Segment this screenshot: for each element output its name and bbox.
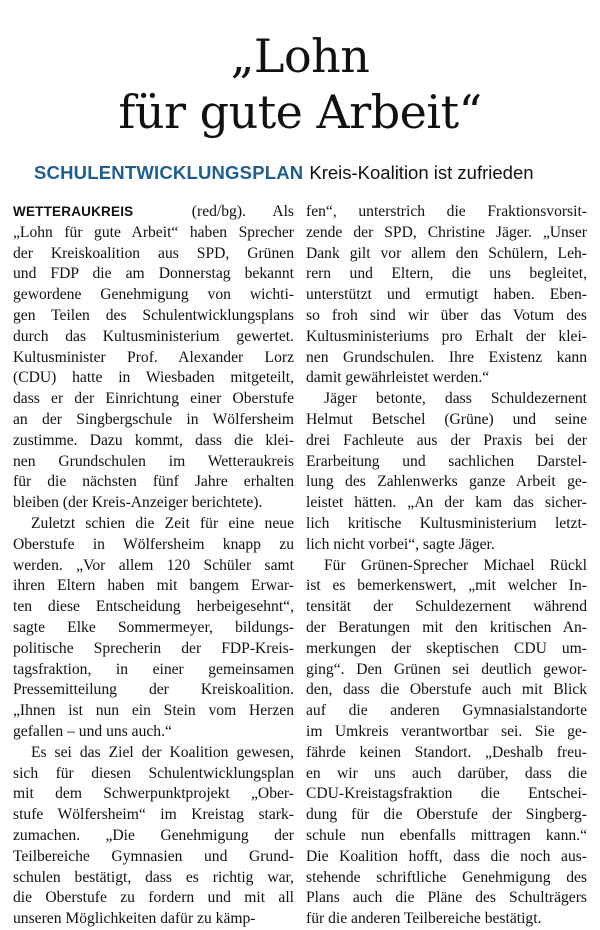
text-line: Zuletzt schien die Zeit für eine neue [31, 514, 294, 532]
article-paragraph [306, 202, 587, 389]
text-line: Für Grünen-Sprecher Michael Rückl [324, 556, 587, 574]
text-line: CDU-Kreistagsfraktion die Entschei- [306, 785, 587, 803]
text-line: Es sei das Ziel der Koalition gewesen, [31, 743, 294, 761]
text-line: Erarbeitung und sachlichen Darstel- [306, 452, 587, 470]
text-line: für die anderen Teilbereiche bestätigt. [306, 910, 542, 928]
text-line: sagte Elke Sommermeyer, bildungs- [13, 618, 294, 636]
text-line: Kultusministeriums pro Erhalt der klei- [306, 327, 587, 345]
text-line: durch das Kultusministerium gewertet. [13, 327, 294, 345]
text-line: tensität der Schuldezernent während [306, 598, 587, 616]
text-line: (red/bg). Als [164, 203, 294, 220]
text-line: Teilbereiche Gymnasien und Grund- [13, 847, 294, 865]
text-line: lich kritische Kultusministerium letzt- [306, 514, 587, 532]
text-line: leistet hätten. „An der kam das sicher- [306, 494, 587, 512]
text-line: Helmut Betschel (Grüne) und seine [306, 410, 587, 428]
text-line: ten diese Entscheidung herbeigesehnt“, [13, 598, 294, 616]
text-line: und FDP die am Donnerstag bekannt [13, 265, 294, 283]
text-line: ihren Eltern haben mit bangem Erwar- [13, 577, 294, 595]
text-line: mit dem Schwerpunktprojekt „Ober- [13, 785, 294, 803]
text-line: gen Teilen des Schulentwicklungsplans [13, 306, 294, 324]
text-line: stufe Wölfersheim“ im Kreistag stark- [13, 806, 294, 824]
text-line: „Lohn für gute Arbeit“ haben Sprecher [13, 223, 294, 241]
tagline: Kreis-Koalition ist zufrieden [309, 162, 534, 183]
article-column-left [13, 202, 294, 930]
text-line: lich nicht vorbei“, sagte Jäger. [306, 535, 495, 553]
text-line: nen Grundschulen. Ihre Existenz kann [306, 348, 587, 366]
text-line: Dank gilt vor allem den Schülern, Leh- [306, 244, 587, 262]
text-line: unseren Möglichkeiten dafür zu kämp- [13, 910, 256, 928]
text-line: lung des Zahlenwerks ganze Arbeit ge- [306, 473, 587, 491]
text-line: nen Grundschulen im Wetteraukreis [13, 452, 294, 470]
text-line: Pressemitteilung der Kreiskoalition. [13, 681, 294, 699]
text-line: tagsfraktion, in einer gemeinsamen [13, 660, 294, 678]
text-line: (CDU) hatte in Wiesbaden mitgeteilt, [13, 369, 294, 387]
text-line: Kultusminister Prof. Alexander Lorz [13, 348, 294, 366]
headline-line-2: für gute Arbeit“ [118, 85, 482, 139]
text-line: ging“. Den Grünen sei deutlich gewor- [306, 660, 587, 678]
text-line: für die nächsten fünf Jahre erhalten [13, 473, 294, 491]
headline [0, 28, 600, 140]
text-line: rern und Eltern, die uns begleitet, [306, 265, 587, 283]
text-line: en wir uns auch darüber, dass die [306, 764, 587, 782]
text-line: Jäger betonte, dass Schuldezernent [324, 390, 587, 408]
text-line: Oberstufe in Wölfersheim knapp zu [13, 535, 294, 553]
text-line: unterstützt und ermutigt haben. Eben- [306, 286, 587, 304]
text-line: dung für die Oberstufe der Singberg- [306, 806, 587, 824]
text-line: ist es bemerkenswert, „mit welcher In- [306, 577, 587, 595]
text-line: schule nun ebenfalls mittragen kann.“ [306, 826, 587, 844]
text-line: merkungen der skeptischen CDU um- [306, 639, 587, 657]
dateline-line [13, 202, 294, 223]
text-line: stehende schriftliche Genehmigung des [306, 868, 587, 886]
text-line: fen“, unterstrich die Fraktionsvorsit- [306, 203, 587, 220]
text-line: im Umkreis verantwortbar sei. Sie ge- [306, 722, 587, 740]
text-line: der Kreiskoalition aus SPD, Grünen [13, 244, 294, 262]
article-paragraph [306, 389, 587, 555]
text-line: werden. „Vor allem 120 Schüler samt [13, 556, 294, 574]
text-line: zustimme. Dazu kommt, dass die klei- [13, 431, 294, 449]
text-line: zumachen. „Die Genehmigung der [13, 826, 294, 844]
article-paragraph [13, 743, 294, 930]
text-line: dass er der Einrichtung einer Oberstufe [13, 390, 294, 408]
text-line: drei Fachleute aus der Praxis bei der [306, 431, 587, 449]
text-line: damit gewährleistet werden.“ [306, 369, 490, 387]
text-line: sich für diesen Schulentwicklungsplan [13, 764, 294, 782]
subheadline [34, 160, 594, 186]
text-line: gewordene Genehmigung von wichti- [13, 286, 294, 304]
text-line: an der Singbergschule in Wölfersheim [13, 410, 294, 428]
headline-line-1: „Lohn [230, 29, 370, 83]
text-line: Plans auch die Pläne des Schulträgers [306, 889, 587, 907]
text-line: schulen bestätigt, dass es richtig war, [13, 868, 294, 886]
text-line: der Beratungen mit den kritischen An- [306, 618, 587, 636]
text-line: politische Sprecherin der FDP-Kreis- [13, 639, 294, 657]
article-column-right [306, 202, 587, 930]
text-line: so froh sind wir über das Votum des [306, 306, 587, 324]
text-line: „Ihnen ist nun ein Stein vom Herzen [13, 702, 294, 720]
text-line: bleiben (der Kreis-Anzeiger berichtete). [13, 494, 263, 512]
dateline: WETTERAUKREIS [13, 204, 134, 219]
text-line: zende der SPD, Christine Jäger. „Unser [306, 223, 587, 241]
text-line: fährde keinen Standort. „Deshalb freu- [306, 743, 587, 761]
text-line: gefallen – und uns auch.“ [13, 722, 172, 740]
article-paragraph [13, 514, 294, 743]
text-line: auf die anderen Gymnasialstandorte [306, 702, 587, 720]
text-line: die Oberstufe zu fordern und mit all [13, 889, 294, 907]
kicker: SCHULENTWICKLUNGSPLAN [34, 162, 304, 183]
article-paragraph [13, 202, 294, 514]
text-line: den, dass die Oberstufe auch mit Blick [306, 681, 587, 699]
text-line: Die Koalition hofft, dass die noch aus- [306, 847, 587, 865]
article-paragraph [306, 556, 587, 930]
